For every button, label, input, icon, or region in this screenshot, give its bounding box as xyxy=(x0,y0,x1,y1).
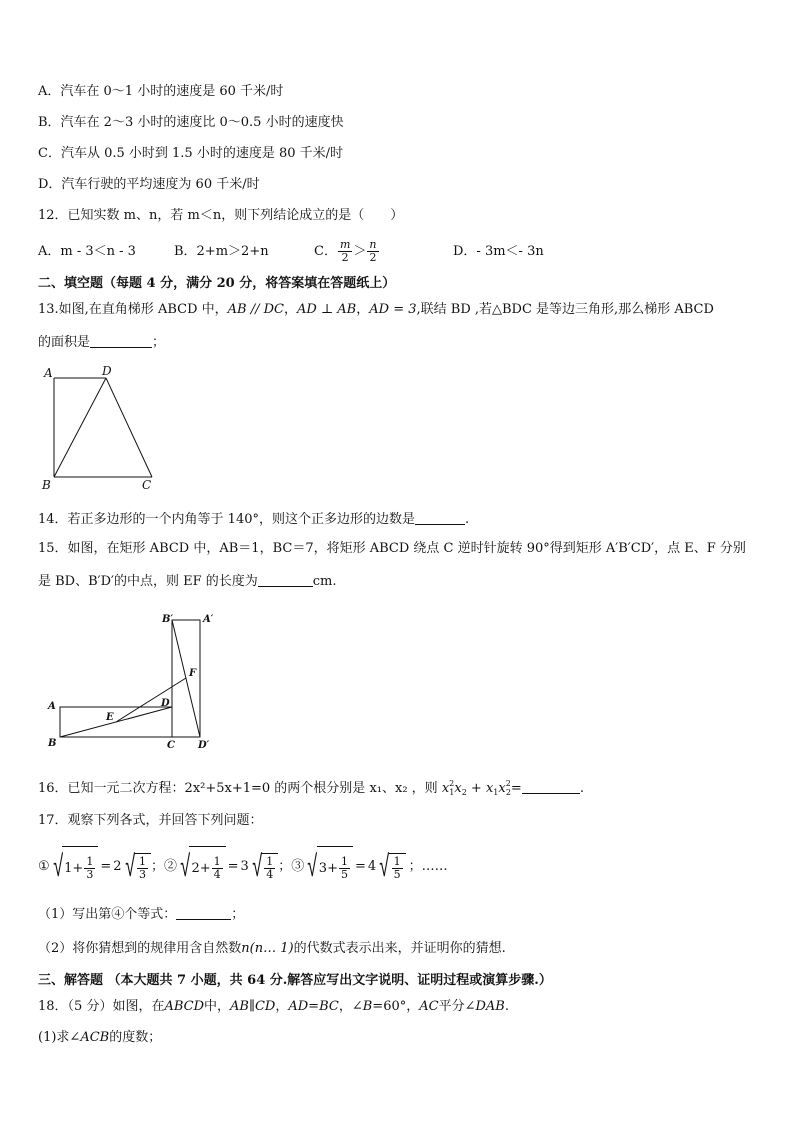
section-2-heading: 二、填空题（每题 4 分，满分 20 分，将答案填在答题纸上） xyxy=(38,276,396,291)
q13-sep: ， xyxy=(356,302,370,317)
q13-text-3: 的面积是 xyxy=(38,335,91,350)
q18-text: ，∠ xyxy=(338,999,363,1014)
var-x: x xyxy=(441,781,450,796)
sqrt-expression xyxy=(376,849,405,884)
q11-option-b: B．汽车在 2～3 小时的速度比 0～0.5 小时的速度快 xyxy=(38,115,344,130)
frac-denominator: 3 xyxy=(138,868,146,881)
sqrt-expression xyxy=(122,849,151,884)
frac-numerator: m xyxy=(339,238,351,251)
q16-text: 16．已知一元二次方程：2x²+5x+1=0 的两个根分别是 x₁、x₂ ，则 xyxy=(38,781,438,796)
radicand: 1 + $\frac{1}{3}$ xyxy=(62,846,98,889)
q12-fraction-m xyxy=(338,239,352,264)
q13-end: ； xyxy=(152,335,166,350)
q16-answer-blank xyxy=(522,779,580,794)
var-x: x xyxy=(454,781,462,796)
formula-tail: ；…… xyxy=(408,859,448,874)
q17-part2 xyxy=(38,940,506,958)
q17-part1-end: ； xyxy=(231,907,245,922)
q13-sep: ， xyxy=(283,302,297,317)
q18-text: =60°， xyxy=(372,999,420,1014)
q17-formulas xyxy=(38,845,448,889)
sub-2: 2 xyxy=(505,788,511,797)
q18-math: DAB xyxy=(475,999,505,1014)
q15-label-d: D xyxy=(161,698,170,709)
int: 3 xyxy=(318,860,328,876)
q15-text: 是 BD、B′D′的中点，则 EF 的长度为 xyxy=(38,574,258,589)
sqrt-sign: √ xyxy=(180,849,191,884)
q13-answer-blank xyxy=(90,333,152,348)
sub-1: 1 xyxy=(493,788,499,797)
q14-line xyxy=(38,510,469,529)
q12-option-c xyxy=(314,234,380,270)
sqrt-expression xyxy=(50,846,99,889)
q14-answer-blank xyxy=(415,510,465,525)
q12-option-c-label: C． xyxy=(314,244,337,259)
q17-stem: 17．观察下列各式，并回答下列问题： xyxy=(38,813,263,828)
sqrt-sign: √ xyxy=(252,849,263,884)
coef: 2 xyxy=(113,859,122,874)
q13-trapezoid-figure xyxy=(38,362,168,494)
q13-text: 13.如图,在直角梯形 ABCD 中， xyxy=(38,302,228,317)
q13-math-ad: AD = 3 xyxy=(369,302,417,317)
q15-label-e: E xyxy=(106,712,114,723)
q14-text: 14．若正多边形的一个内角等于 140°，则这个正多边形的边数是 xyxy=(38,512,415,527)
q11-option-a: A．汽车在 0～1 小时的速度是 60 千米/时 xyxy=(38,84,284,99)
q12-gt-sign: ＞ xyxy=(353,244,367,259)
q11-option-d: D．汽车行驶的平均速度为 60 千米/时 xyxy=(38,177,260,192)
coef: 4 xyxy=(367,859,377,874)
var-x: x xyxy=(498,781,506,796)
frac-numerator: 1 xyxy=(340,855,348,868)
frac xyxy=(212,856,223,881)
q13-label-c: C xyxy=(142,478,152,492)
q15-label-b: B xyxy=(48,738,57,749)
q12-option-b: B．2+m＞2+n xyxy=(174,244,269,259)
q18-math: AC xyxy=(419,999,439,1014)
q13-line2 xyxy=(38,333,165,352)
q13-label-d: D xyxy=(102,364,112,378)
q18-part1 xyxy=(38,1029,161,1047)
formula-marker: ；③ xyxy=(278,859,305,874)
exp-2: 2 xyxy=(505,779,511,788)
q16-line xyxy=(38,775,584,802)
frac-numerator: 1 xyxy=(213,855,221,868)
radicand xyxy=(134,853,151,881)
q13-label-b: B xyxy=(42,478,51,492)
q13-text-2: ,联结 BD ,若△BDC 是等边三角形,那么梯形 ABCD xyxy=(416,302,714,317)
q18-text: ， xyxy=(275,999,289,1014)
q15-label-f: F xyxy=(189,668,197,679)
frac-numerator: 1 xyxy=(86,855,94,868)
radicand: 3 + $\frac{1}{5}$ xyxy=(317,846,353,889)
frac xyxy=(84,856,95,881)
q12-option-d: D．- 3m＜- 3n xyxy=(453,244,544,259)
q14-end: . xyxy=(465,512,470,527)
q18-part1-math: ACB xyxy=(80,1030,110,1045)
q18-text: . xyxy=(504,999,509,1014)
q15-answer-blank xyxy=(258,572,313,587)
q17-part1-blank xyxy=(176,905,231,920)
q18-math: AD=BC xyxy=(288,999,339,1014)
q18-text: 中， xyxy=(204,999,231,1014)
formula-marker: ① xyxy=(38,859,50,874)
q18-text: 18．（5 分）如图，在 xyxy=(38,999,165,1014)
q17-part1-text: （1）写出第④个等式： xyxy=(38,907,177,922)
exp-2: 2 xyxy=(449,779,455,788)
int: 2 xyxy=(191,860,200,876)
sqrt-expression xyxy=(249,849,278,884)
sqrt-sign: √ xyxy=(124,849,135,884)
q13-line1 xyxy=(38,301,714,319)
q13-label-a: A xyxy=(44,366,53,380)
q18-part1-text: (1)求∠ xyxy=(38,1030,81,1045)
q12-option-a: A．m - 3＜n - 3 xyxy=(38,244,136,259)
sub-2: 2 xyxy=(461,788,467,797)
q16-eq: = xyxy=(510,781,522,796)
frac-numerator: 1 xyxy=(138,855,146,868)
frac-numerator: n xyxy=(369,238,377,251)
q18-math: ABCD xyxy=(164,999,205,1014)
radicand: 2 + $\frac{1}{4}$ xyxy=(189,846,225,889)
q15-label-aprime: A′ xyxy=(203,614,214,625)
q18-text: 平分∠ xyxy=(438,999,476,1014)
radicand xyxy=(261,853,278,881)
q15-end: cm. xyxy=(312,574,337,589)
sqrt-sign: √ xyxy=(52,849,63,884)
formula-marker: ；② xyxy=(150,859,177,874)
frac-denominator: 5 xyxy=(340,868,348,881)
radicand xyxy=(389,853,406,881)
sqrt-sign: √ xyxy=(307,849,318,884)
coef: 3 xyxy=(240,859,249,874)
sqrt-expression xyxy=(304,846,353,889)
sub-1: 1 xyxy=(449,788,455,797)
var-x: x xyxy=(485,781,494,796)
q13-math-perp: AD ⊥ AB xyxy=(296,302,357,317)
q18-math: AB∥CD xyxy=(230,999,276,1014)
q15-line2 xyxy=(38,572,337,591)
q18-part1-text-2: 的度数； xyxy=(109,1030,162,1045)
equals: = xyxy=(227,859,239,874)
q16-end: . xyxy=(579,781,584,796)
frac xyxy=(137,856,148,881)
q15-rectangle-figure xyxy=(38,604,228,754)
q13-math-parallel: AB // DC xyxy=(227,302,284,317)
frac-denominator: 5 xyxy=(393,868,401,881)
q17-part2-math: n(n… 1) xyxy=(241,941,294,956)
q18-math: B xyxy=(362,999,373,1014)
q17-part2-text: （2）将你猜想到的规律用含自然数 xyxy=(38,941,242,956)
frac-numerator: 1 xyxy=(266,855,274,868)
frac-denominator: 4 xyxy=(213,868,221,881)
q12-stem: 12．已知实数 m、n，若 m＜n，则下列结论成立的是（ ） xyxy=(38,208,404,223)
q15-label-a: A xyxy=(48,701,56,712)
sqrt-expression xyxy=(177,846,226,889)
q15-line1: 15．如图，在矩形 ABCD 中，AB＝1，BC＝7，将矩形 ABCD 绕点 C 逆时针旋转 90°得到矩形 A′B′CD′，点 E、F 分别 xyxy=(38,541,746,556)
frac-denominator: 4 xyxy=(266,868,274,881)
equals: = xyxy=(354,859,366,874)
q15-label-c: C xyxy=(167,740,175,751)
frac-denominator: 3 xyxy=(86,868,94,881)
frac xyxy=(392,856,403,881)
plus-sign: + xyxy=(466,781,486,796)
q15-label-dprime: D′ xyxy=(198,740,210,751)
q18-line1 xyxy=(38,998,509,1016)
frac-denominator: 2 xyxy=(341,251,349,264)
section-3-heading: 三、解答题 （本大题共 7 小题，共 64 分.解答应写出文字说明、证明过程或演算步骤.） xyxy=(38,973,552,988)
q15-label-bprime: B′ xyxy=(162,614,174,625)
q17-part2-text-2: 的代数式表示出来，并证明你的猜想. xyxy=(293,941,506,956)
q16-expression xyxy=(442,781,511,796)
q17-part1 xyxy=(38,905,244,924)
equals: = xyxy=(100,859,112,874)
sqrt-sign: √ xyxy=(379,849,390,884)
frac-denominator: 2 xyxy=(369,251,377,264)
int: 1 xyxy=(64,860,73,876)
frac xyxy=(339,856,350,881)
q11-option-c: C．汽车从 0.5 小时到 1.5 小时的速度是 80 千米/时 xyxy=(38,146,344,161)
frac xyxy=(264,856,275,881)
q12-fraction-n xyxy=(367,239,378,264)
frac-numerator: 1 xyxy=(393,855,401,868)
